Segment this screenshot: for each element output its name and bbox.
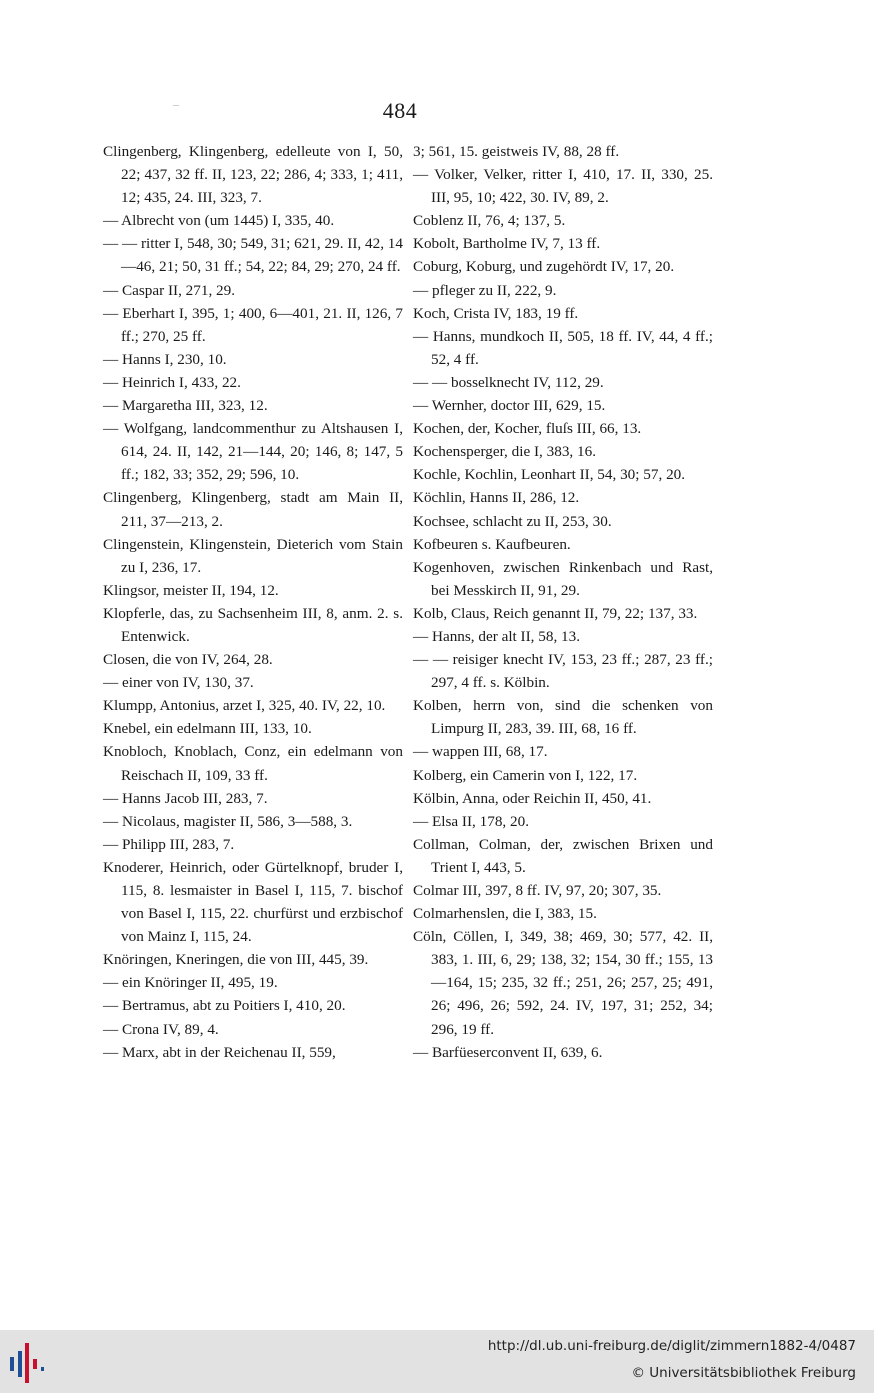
index-entry: Coburg, Koburg, und zugehördt IV, 17, 20. xyxy=(413,258,675,276)
index-entry: — Wolfgang, landcommenthur zu Altshausen I, 614, 24. II, 142, 21—144, 20; 146, 8; 147, 5 ff.; 182, 33; 352, 29; 596, 10. xyxy=(103,420,403,484)
index-entry: — — ritter I, 548, 30; 549, 31; 621, 29. II, 42, 14—46, 21; 50, 31 ff.; 54, 22; 84, 29; 270, 24 ff. xyxy=(103,235,403,276)
page-number: 484 xyxy=(382,98,418,123)
index-entry: — Albrecht von (um 1445) I, 335, 40. xyxy=(103,212,335,230)
index-entry: — pfleger zu II, 222, 9. xyxy=(413,281,557,299)
index-entry: Clingenstein, Klingenstein, Dieterich vom Stain zu I, 236, 17. xyxy=(103,535,403,576)
index-entry: — Nicolaus, magister II, 586, 3—588, 3. xyxy=(103,812,353,830)
index-entry: — Margaretha III, 323, 12. xyxy=(103,397,268,415)
index-entry: Kolben, herrn von, sind die schenken von Limpurg II, 283, 39. III, 68, 16 ff. xyxy=(413,697,713,738)
index-entry: Clingenberg, Klingenberg, stadt am Main II, 211, 37—213, 2. xyxy=(103,489,403,530)
index-entry: Colmar III, 397, 8 ff. IV, 97, 20; 307, 35. xyxy=(413,882,662,899)
index-entry: — Hanns Jacob III, 283, 7. xyxy=(103,789,268,807)
index-entry: Cöln, Cöllen, I, 349, 38; 469, 30; 577, 42. II, 383, 1. III, 6, 29; 138, 32; 154, 30 ff.; 155, 13—164, 15; 235, 32 ff.; 251, 26; 257, 25; 491, 26; 496, 26; 592, 24. IV, 197, 31; 252, 34; 296, 19 ff. xyxy=(413,928,713,1038)
index-entry: Kochle, Kochlin, Leonhart II, 54, 30; 57, 20. xyxy=(413,466,686,484)
index-entry: — ein Knöringer II, 495, 19. xyxy=(103,974,278,992)
index-entry: — Volker, Velker, ritter I, 410, 17. II, 330, 25. III, 95, 10; 422, 30. IV, 89, 2. xyxy=(413,166,713,207)
footer-bar xyxy=(0,1330,874,1393)
index-entry: Collman, Colman, der, zwischen Brixen und Trient I, 443, 5. xyxy=(413,835,713,876)
index-entry: — Hanns I, 230, 10. xyxy=(103,350,227,368)
index-entry: — Barfüeserconvent II, 639, 6. xyxy=(413,1043,603,1061)
index-entry: Kochsee, schlacht zu II, 253, 30. xyxy=(413,512,612,530)
index-entry: Knebel, ein edelmann III, 133, 10. xyxy=(103,720,312,738)
index-entry: — Hanns, mundkoch II, 505, 18 ff. IV, 44, 4 ff.; 52, 4 ff. xyxy=(413,327,713,368)
index-entry: — — reisiger knecht IV, 153, 23 ff.; 287, 23 ff.; 297, 4 ff. s. Kölbin. xyxy=(413,651,713,692)
index-entry: 3; 561, 15. geistweis IV, 88, 28 ff. xyxy=(413,143,620,160)
index-entry: Koch, Crista IV, 183, 19 ff. xyxy=(413,304,579,322)
index-entry: Knobloch, Knoblach, Conz, ein edelmann von Reischach II, 109, 33 ff. xyxy=(103,743,403,784)
index-entry: Closen, die von IV, 264, 28. xyxy=(103,651,273,669)
index-entry: — Wernher, doctor III, 629, 15. xyxy=(413,397,606,415)
source-url-link[interactable]: http://dl.ub.uni-freiburg.de/diglit/zimmern1882-4/0487 xyxy=(487,1338,856,1354)
index-entry: — Caspar II, 271, 29. xyxy=(103,281,236,299)
index-entry: — Marx, abt in der Reichenau II, 559, xyxy=(103,1043,336,1061)
index-entry: — Philipp III, 283, 7. xyxy=(103,835,235,853)
index-entry: Köchlin, Hanns II, 286, 12. xyxy=(413,489,580,507)
index-entry: Coblenz II, 76, 4; 137, 5. xyxy=(413,212,566,230)
index-entry: — — bosselknecht IV, 112, 29. xyxy=(413,373,604,391)
index-entry: — wappen III, 68, 17. xyxy=(413,743,548,761)
index-entry: — Eberhart I, 395, 1; 400, 6—401, 21. II, 126, 7 ff.; 270, 25 ff. xyxy=(103,304,403,345)
index-entry: Kolb, Claus, Reich genannt II, 79, 22; 137, 33. xyxy=(413,604,698,622)
index-entry: Kofbeuren s. Kaufbeuren. xyxy=(413,535,571,553)
copyright-text: © Universitätsbibliothek Freiburg xyxy=(631,1365,856,1381)
index-entry: — Elsa II, 178, 20. xyxy=(413,812,529,830)
index-entry: — einer von IV, 130, 37. xyxy=(103,674,254,692)
index-column-right xyxy=(413,140,713,1064)
index-entry: Klumpp, Antonius, arzet I, 325, 40. IV, 22, 10. xyxy=(103,697,386,715)
index-entry: Kochensperger, die I, 383, 16. xyxy=(413,443,596,461)
index-entry: — Heinrich I, 433, 22. xyxy=(103,373,241,391)
index-entry: Klingsor, meister II, 194, 12. xyxy=(103,581,279,599)
index-entry: Kobolt, Bartholme IV, 7, 13 ff. xyxy=(413,235,601,253)
index-entry: — Bertramus, abt zu Poitiers I, 410, 20. xyxy=(103,997,346,1015)
index-entry: Colmarhenslen, die I, 383, 15. xyxy=(413,905,597,923)
index-entry: Knöringen, Kneringen, die von III, 445, 39. xyxy=(103,951,369,969)
index-column-left xyxy=(103,140,403,1064)
index-entry: — Hanns, der alt II, 58, 13. xyxy=(413,627,581,645)
index-entry: Klopferle, das, zu Sachsenheim III, 8, anm. 2. s. Entenwick. xyxy=(103,604,403,645)
index-entry: Knoderer, Heinrich, oder Gürtelknopf, bruder I, 115, 8. lesmaister in Basel I, 115, 7. bischof von Basel I, 115, 22. churfürst und erzbischof von Mainz I, 115, 24. xyxy=(103,858,403,946)
index-entry: Kogenhoven, zwischen Rinkenbach und Rast, bei Messkirch II, 91, 29. xyxy=(413,558,713,599)
index-entry: Kölbin, Anna, oder Reichin II, 450, 41. xyxy=(413,789,652,807)
index-entry: Kochen, der, Kocher, fluſs III, 66, 13. xyxy=(413,420,642,438)
library-logo-icon xyxy=(8,1337,54,1387)
index-entry: Clingenberg, Klingenberg, edelleute von I, 50, 22; 437, 32 ff. II, 123, 22; 286, 4; 333, 1; 411, 12; 435, 24. III, 323, 7. xyxy=(103,143,403,207)
index-entry: Kolberg, ein Camerin von I, 122, 17. xyxy=(413,766,638,784)
index-entry: — Crona IV, 89, 4. xyxy=(103,1020,219,1038)
